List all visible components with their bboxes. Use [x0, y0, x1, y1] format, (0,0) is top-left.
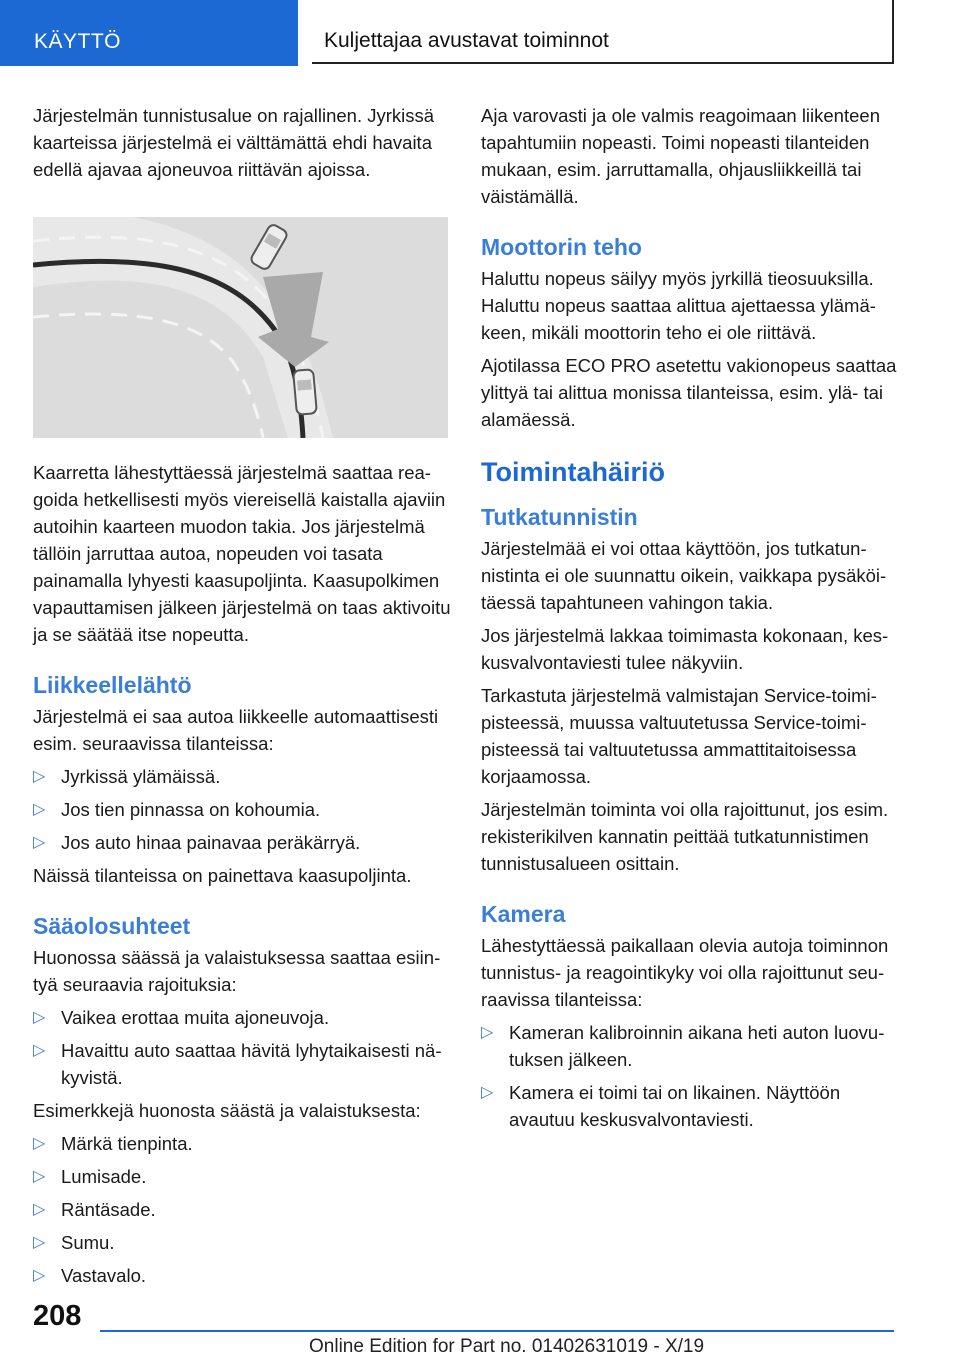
paragraph: Haluttu nopeus säilyy myös jyrkillä tieosuuksilla. Haluttu nopeus saattaa alittua ajettaessa ylämäkeen, mikäli moottorin teho ei ole riittävä. — [481, 268, 876, 343]
page-number: 208 — [33, 1300, 82, 1332]
paragraph: Huonossa säässä ja valaistuksessa saattaa esiintyä seuraavia rajoituksia: — [33, 947, 441, 995]
heading-tutkatunnistin: Tutkatunnistin — [481, 504, 638, 530]
list-item: ▷ Räntäsade. — [33, 1196, 453, 1223]
section-title: KÄYTTÖ — [34, 30, 122, 53]
list-item: ▷ Jos tien pinnassa on kohoumia. — [33, 796, 453, 823]
triangle-bullet-icon: ▷ — [33, 1201, 46, 1218]
list-item: ▷ Kameran kalibroinnin aikana heti auton luovutuksen jälkeen. — [481, 1019, 901, 1073]
triangle-bullet-icon: ▷ — [33, 1042, 46, 1059]
paragraph: Näissä tilanteissa on painettava kaasupoljinta. — [33, 865, 412, 886]
paragraph: Järjestelmää ei voi ottaa käyttöön, jos tutkatunnistinta ei ole suunnattu oikein, vaikkapa pysäköitäessä tapahtuneen vahingon takia. — [481, 538, 887, 613]
chapter-header — [312, 0, 894, 64]
list-item: ▷ Sumu. — [33, 1229, 453, 1256]
footer-edition: Online Edition for Part no. 01402631019 - X/19 — [309, 1336, 705, 1357]
triangle-bullet-icon: ▷ — [33, 1168, 46, 1185]
triangle-bullet-icon: ▷ — [481, 1084, 494, 1101]
triangle-bullet-icon: ▷ — [33, 768, 46, 785]
paragraph: Tarkastuta järjestelmä valmistajan Service-toimipisteessä, muussa valtuutetussa Service-toimipisteessä tai valtuutetussa ammattitaitoisessa korjaamossa. — [481, 685, 877, 787]
triangle-bullet-icon: ▷ — [33, 1135, 46, 1152]
heading-toimintahairio: Toimintahäiriö — [481, 457, 666, 487]
list-item: ▷ Vastavalo. — [33, 1262, 453, 1289]
heading-saaolosuhteet: Sääolosuhteet — [33, 913, 191, 939]
heading-liikkeellelahto: Liikkeellelähtö — [33, 672, 192, 698]
heading-moottorin-teho: Moottorin teho — [481, 234, 642, 260]
paragraph: Järjestelmän tunnistusalue on rajallinen. Jyrkissä kaarteissa järjestelmä ei välttämättä ehdi havaita edellä ajavaa ajoneuvoa riittävän ajoissa. — [33, 105, 435, 180]
left-column — [33, 102, 453, 1295]
paragraph: Kaarretta lähestyttäessä järjestelmä saattaa reagoida hetkellisesti myös viereisellä kaistalla ajaviin autoihin kaarteen muodon takia. Jos järjestelmä tällöin jarruttaa autoa, nopeuden voi tasata painamalla lyhyesti kaasupoljinta. Kaasupolkimen vapauttamisen jälkeen järjestelmä on taas aktivoitu ja se säätää itse nopeutta. — [33, 462, 451, 645]
triangle-bullet-icon: ▷ — [33, 801, 46, 818]
heading-kamera: Kamera — [481, 901, 566, 927]
list-item: ▷ Havaittu auto saattaa hävitä lyhytaikaisesti näkyvistä. — [33, 1037, 453, 1091]
list-item: ▷ Kamera ei toimi tai on likainen. Näyttöön avautuu keskusvalvontaviesti. — [481, 1079, 901, 1133]
list-item: ▷ Lumisade. — [33, 1163, 453, 1190]
paragraph: Järjestelmä ei saa autoa liikkeelle automaattisesti esim. seuraavissa tilanteissa: — [33, 706, 439, 754]
paragraph: Esimerkkejä huonosta säästä ja valaistuksesta: — [33, 1100, 421, 1121]
list-item: ▷ Märkä tienpinta. — [33, 1130, 453, 1157]
bullet-list — [481, 1019, 901, 1133]
bullet-list — [33, 1130, 453, 1289]
triangle-bullet-icon: ▷ — [33, 1267, 46, 1284]
triangle-bullet-icon: ▷ — [33, 834, 46, 851]
footer-divider — [100, 1330, 894, 1332]
section-tab — [0, 0, 298, 66]
bullet-list — [33, 1004, 453, 1091]
right-column — [481, 102, 901, 1139]
triangle-bullet-icon: ▷ — [33, 1009, 46, 1026]
list-item: ▷ Jos auto hinaa painavaa peräkärryä. — [33, 829, 453, 856]
bullet-list — [33, 763, 453, 856]
triangle-bullet-icon: ▷ — [33, 1234, 46, 1251]
list-item: ▷ Vaikea erottaa muita ajoneuvoja. — [33, 1004, 453, 1031]
paragraph: Järjestelmän toiminta voi olla rajoittunut, jos esim. rekisterikilven kannatin peittää tutkatunnistimen tunnistusalueen osittain. — [481, 799, 889, 874]
paragraph: Lähestyttäessä paikallaan olevia autoja toiminnon tunnistus- ja reagointikyky voi olla rajoittunut seuraavissa tilanteissa: — [481, 935, 889, 1010]
list-item: ▷ Jyrkissä ylämäissä. — [33, 763, 453, 790]
curve-illustration — [33, 217, 448, 438]
chapter-title: Kuljettajaa avustavat toiminnot — [324, 29, 609, 52]
paragraph: Aja varovasti ja ole valmis reagoimaan liikenteen tapahtumiin nopeasti. Toimi nopeasti tilanteiden mukaan, esim. jarruttamalla, ohjausliikkeillä tai väistämällä. — [481, 105, 880, 207]
triangle-bullet-icon: ▷ — [481, 1024, 494, 1041]
paragraph: Jos järjestelmä lakkaa toimimasta kokonaan, keskusvalvontaviesti tulee näkyviin. — [481, 625, 889, 673]
paragraph: Ajotilassa ECO PRO asetettu vakionopeus saattaa ylittyä tai alittua monissa tilanteissa, esim. ylä- tai alamäessä. — [481, 355, 897, 430]
